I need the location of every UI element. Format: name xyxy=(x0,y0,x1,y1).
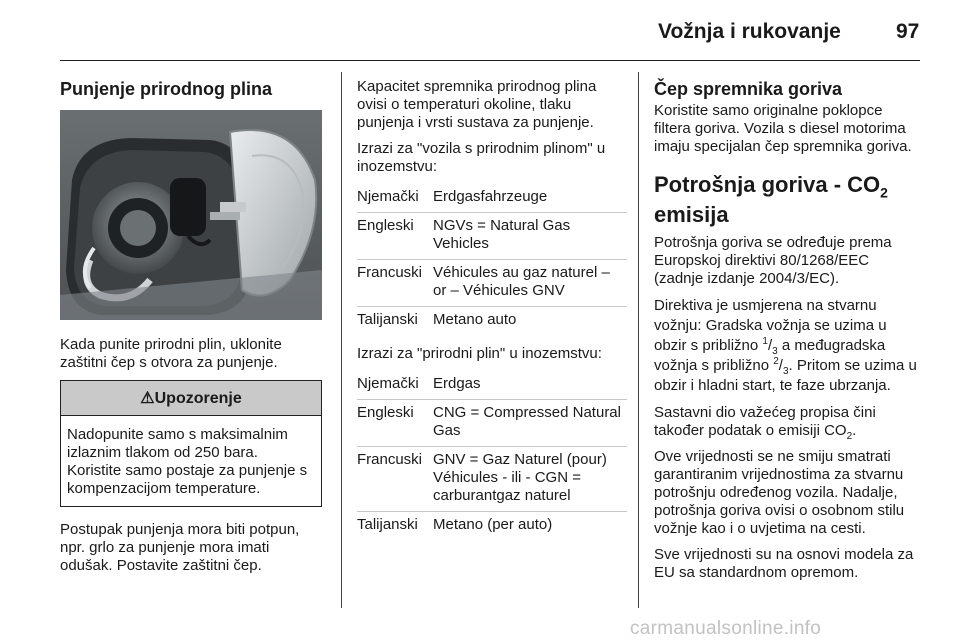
heading-co2-text: Potrošnja goriva - CO xyxy=(654,172,881,197)
term-cell: Metano (per auto) xyxy=(433,516,553,533)
language-cell: Engleski xyxy=(357,213,433,260)
language-cell: Engleski xyxy=(357,400,433,447)
column-right xyxy=(654,78,922,590)
terms-table-natural-gas xyxy=(357,371,627,540)
table-row xyxy=(357,307,627,336)
term-cell: Erdgas xyxy=(433,371,627,400)
table-row xyxy=(357,447,627,512)
section-heading-natural-gas-filling: Punjenje prirodnog plina xyxy=(60,79,273,99)
paragraph-not-guaranteed: Ove vrijednosti se ne smiju smatrati garantiranim vrijednostima za stvarnu potrošnju određenog vozila. Nadalje, potrošnja goriva ovisi o osobnom stilu vožnje kao i o uvjetima na cesti. xyxy=(654,448,905,537)
warning-box xyxy=(60,380,322,507)
language-cell: Njemački xyxy=(357,371,433,400)
language-cell: Talijanski xyxy=(357,516,418,533)
heading-emisija-text: emisija xyxy=(654,202,729,227)
column-divider-1 xyxy=(341,72,342,608)
paragraph-terms-gas-intro: Izrazi za "prirodni plin" u inozemstvu: xyxy=(357,345,602,362)
paragraph-driving-cycle xyxy=(654,296,922,396)
instruction-filling-procedure: Postupak punjenja mora biti potpun, npr. grlo za punjenje mora imati odušak. Postavite zaštitni čep. xyxy=(60,521,300,574)
table-row xyxy=(357,213,627,260)
instruction-remove-cap: Kada punite prirodni plin, uklonite zaštitni čep s otvora za punjenje. xyxy=(60,336,282,371)
fraction-slash: / xyxy=(778,357,783,374)
terms-table-vehicles xyxy=(357,184,627,335)
warning-header xyxy=(61,381,321,416)
fraction-denominator: 3 xyxy=(782,366,789,377)
fraction-numerator: 2 xyxy=(773,356,779,367)
language-cell: Francuski xyxy=(357,447,433,512)
paragraph-directive: Potrošnja goriva se određuje prema Europskoj direktivi 80/1268/EEC (zadnje izdanje 2004/3/EC). xyxy=(654,234,892,287)
fraction-numerator: 1 xyxy=(762,336,768,347)
warning-text: Nadopunite samo s maksimalnim izlaznim tlakom od 250 bara. Koristite samo postaje za punjenje s kompenzacijom temperature. xyxy=(67,426,308,497)
driving-cycle-text-1: Direktiva je usmjerena na stvarnu vožnju: Gradska vožnja se uzima u obzir s približno xyxy=(654,297,887,354)
term-cell: Metano auto xyxy=(433,311,517,328)
co2-data-text: Sastavni dio važećeg propisa čini također podatak o emisiji CO xyxy=(654,404,876,439)
co2-subscript: 2 xyxy=(846,431,853,442)
driving-cycle-text-2: a međugradska vožnja s približno xyxy=(654,337,886,374)
table-row xyxy=(357,184,627,213)
language-cell: Francuski xyxy=(357,260,433,307)
column-left xyxy=(60,78,322,583)
fraction-denominator: 3 xyxy=(772,346,778,357)
fraction-slash: / xyxy=(767,337,773,354)
header-divider xyxy=(60,60,920,61)
table-row xyxy=(357,400,627,447)
warning-title: Upozorenje xyxy=(154,390,242,407)
paragraph-fuel-cap: Koristite samo originalne poklopce filtera goriva. Vozila s diesel motorima imaju specijalan čep spremnika goriva. xyxy=(654,102,912,155)
paragraph-co2-data xyxy=(654,404,922,440)
language-cell: Njemački xyxy=(357,184,433,213)
column-divider-2 xyxy=(638,72,639,608)
table-row xyxy=(357,260,627,307)
table-row xyxy=(357,371,627,400)
watermark: carmanualsonline.info xyxy=(630,618,822,639)
table-row xyxy=(357,512,627,541)
driving-cycle-text-3: . Pritom se uzima u obzir i hladni start, te faze ubrzanja. xyxy=(654,357,917,394)
column-middle xyxy=(357,78,627,550)
term-cell: Véhicules au gaz naturel – or – Véhicules GNV xyxy=(433,260,627,307)
heading-co2-subscript: 2 xyxy=(880,184,888,201)
language-cell: Talijanski xyxy=(357,311,418,328)
term-cell: GNV = Gaz Naturel (pour) Véhicules - ili - CGN = carburantgaz naturel xyxy=(433,447,627,512)
term-cell: NGVs = Natural Gas Vehicles xyxy=(433,213,627,260)
paragraph-eu-models: Sve vrijednosti su na osnovi modela za EU sa standardnom opremom. xyxy=(654,546,914,581)
page-number: 97 xyxy=(896,20,920,43)
warning-body xyxy=(61,416,321,506)
paragraph-terms-vehicles-intro: Izrazi za "vozila s prirodnim plinom" u inozemstvu: xyxy=(357,140,606,175)
page-header-title: Vožnja i rukovanje xyxy=(658,20,841,43)
section-heading-co2-emissions xyxy=(654,170,922,230)
term-cell: Erdgasfahrzeuge xyxy=(433,184,627,213)
warning-triangle-icon: ⚠ xyxy=(140,390,155,407)
section-heading-fuel-cap: Čep spremnika goriva xyxy=(654,79,843,99)
co2-data-period: . xyxy=(852,422,857,439)
fuel-filler-photo xyxy=(60,110,322,320)
fuel-filler-illustration xyxy=(60,110,322,320)
paragraph-tank-capacity: Kapacitet spremnika prirodnog plina ovisi o temperaturi okoline, tlaku punjenja i vrsti sustava za punjenje. xyxy=(357,78,597,131)
term-cell: CNG = Compressed Natural Gas xyxy=(433,400,627,447)
